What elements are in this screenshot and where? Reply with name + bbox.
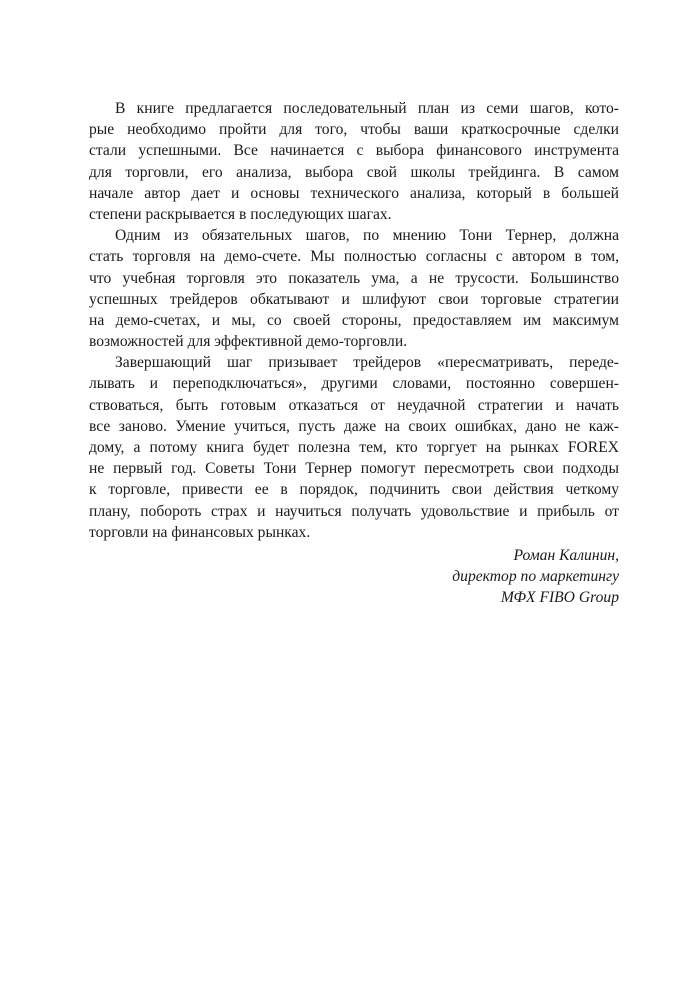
paragraph-2	[89, 225, 619, 352]
text-line: возможностей для эффективной демо-торговли.	[89, 333, 408, 351]
text-line: для торговли, его анализа, выбора свой школы трейдинга. В самом	[89, 163, 619, 181]
paragraph-3	[89, 352, 619, 543]
text-line: стали успешными. Все начинается с выбора финансового инструмента	[89, 142, 619, 160]
paragraph-1	[89, 98, 619, 225]
text-line: все заново. Умение учиться, пусть даже на своих ошибках, дано не каж-	[89, 417, 619, 435]
text-line: Одним из обязательных шагов, по мнению Тони Тернер, должна	[115, 227, 619, 245]
signature-name: Роман Калинин,	[513, 546, 619, 564]
signature-block	[89, 545, 619, 609]
text-line: Завершающий шаг призывает трейдеров «пересматривать, переде-	[115, 354, 619, 372]
text-line: не первый год. Советы Тони Тернер помогут пересмотреть свои подходы	[89, 460, 619, 478]
text-line: дому, а потому книга будет полезна тем, кто торгует на рынках FOREX	[89, 439, 619, 456]
text-line: что учебная торговля это показатель ума, а не трусости. Большинство	[89, 269, 619, 287]
text-line: стать торговля на демо-счете. Мы полностью согласны с автором в том,	[89, 248, 619, 266]
signature-position: директор по маркетингу	[452, 568, 619, 586]
text-line: на демо-счетах, и мы, со своей стороны, предоставляем им максимум	[89, 311, 619, 329]
text-line: плану, побороть страх и научиться получать удовольствие и прибыль от	[89, 502, 619, 520]
foreword-text	[89, 98, 619, 609]
text-line: торговли на финансовых рынках.	[89, 523, 311, 541]
text-line: В книге предлагается последовательный план из семи шагов, кото-	[115, 100, 619, 117]
text-line: ствоваться, быть готовым отказаться от неудачной стратегии и начать	[89, 396, 619, 414]
text-line: к торговле, привести ее в порядок, подчинить свои действия четкому	[89, 481, 619, 499]
text-line: степени раскрывается в последующих шагах.	[89, 205, 392, 223]
text-line: лывать и переподключаться», другими словами, постоянно совершен-	[89, 375, 619, 393]
text-line: рые необходимо пройти для того, чтобы ваши краткосрочные сделки	[89, 121, 619, 139]
text-line: начале автор дает и основы технического анализа, который в большей	[89, 184, 619, 202]
signature-company: МФХ FIBO Group	[500, 589, 619, 607]
text-line: успешных трейдеров обкатывают и шлифуют свои торговые стратегии	[89, 290, 619, 308]
